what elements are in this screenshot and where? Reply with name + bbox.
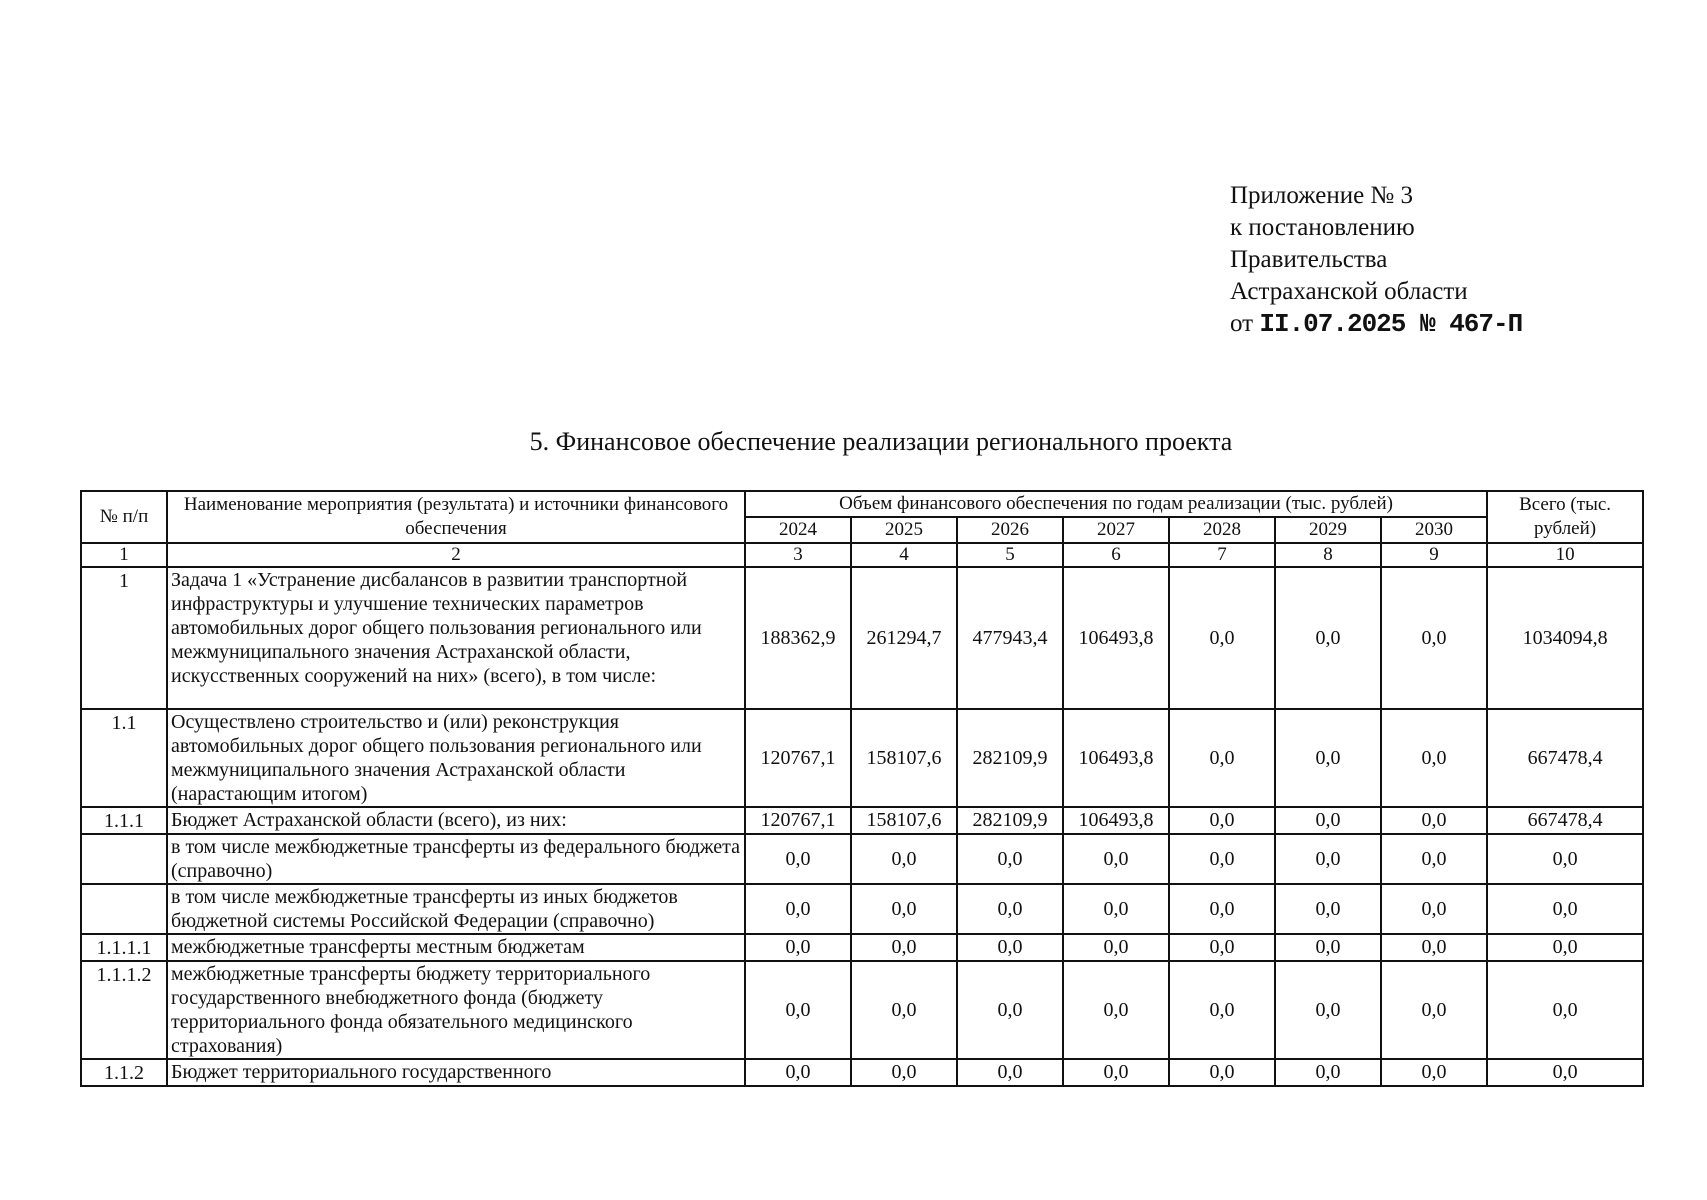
row-number: 1 — [81, 567, 167, 709]
row-total: 1034094,8 — [1487, 567, 1643, 709]
row-value-2028: 0,0 — [1169, 834, 1275, 884]
section-title: 5. Финансовое обеспечение реализации регионального проекта — [529, 427, 1233, 456]
header-year-2029: 2029 — [1275, 517, 1381, 543]
row-value-2026: 0,0 — [957, 934, 1063, 961]
row-name: Бюджет Астраханской области (всего), из них: — [167, 807, 745, 834]
row-number: 1.1 — [81, 709, 167, 807]
row-value-2027: 0,0 — [1063, 1059, 1169, 1086]
column-index-cell: 1 — [81, 543, 167, 567]
header-year-2027: 2027 — [1063, 517, 1169, 543]
date-number-stamp: II.07.2025 № 467-П — [1259, 309, 1523, 339]
row-value-2029: 0,0 — [1275, 884, 1381, 934]
row-value-2025: 158107,6 — [851, 807, 957, 834]
row-number: 1.1.1.1 — [81, 934, 167, 961]
row-total: 0,0 — [1487, 934, 1643, 961]
row-value-2026: 282109,9 — [957, 807, 1063, 834]
row-value-2027: 106493,8 — [1063, 807, 1169, 834]
header-year-2026: 2026 — [957, 517, 1063, 543]
appendix-line-1: Приложение № 3 — [1230, 182, 1414, 209]
row-value-2029: 0,0 — [1275, 1059, 1381, 1086]
row-value-2030: 0,0 — [1381, 807, 1487, 834]
row-number — [81, 834, 167, 884]
appendix-line-2: к постановлению — [1230, 214, 1415, 241]
financing-table — [80, 490, 1644, 1087]
row-value-2027: 0,0 — [1063, 934, 1169, 961]
header-row-1 — [81, 491, 1643, 517]
header-year-2025: 2025 — [851, 517, 957, 543]
row-total: 667478,4 — [1487, 807, 1643, 834]
row-value-2030: 0,0 — [1381, 567, 1487, 709]
header-year-2030: 2030 — [1381, 517, 1487, 543]
row-value-2028: 0,0 — [1169, 961, 1275, 1059]
table-row — [81, 934, 1643, 961]
appendix-block — [1230, 180, 1522, 340]
row-value-2025: 0,0 — [851, 961, 957, 1059]
row-value-2028: 0,0 — [1169, 709, 1275, 807]
row-value-2024: 0,0 — [745, 884, 851, 934]
date-prefix: от — [1230, 310, 1254, 337]
row-total: 0,0 — [1487, 834, 1643, 884]
table-row — [81, 961, 1643, 1059]
table-body — [81, 543, 1643, 1086]
table-row — [81, 884, 1643, 934]
row-value-2026: 0,0 — [957, 884, 1063, 934]
header-year-2028: 2028 — [1169, 517, 1275, 543]
row-value-2024: 0,0 — [745, 934, 851, 961]
row-total: 0,0 — [1487, 884, 1643, 934]
row-value-2030: 0,0 — [1381, 834, 1487, 884]
row-value-2028: 0,0 — [1169, 807, 1275, 834]
row-value-2027: 106493,8 — [1063, 567, 1169, 709]
row-value-2024: 0,0 — [745, 961, 851, 1059]
row-number: 1.1.1.2 — [81, 961, 167, 1059]
row-value-2025: 0,0 — [851, 1059, 957, 1086]
column-index-cell: 10 — [1487, 543, 1643, 567]
row-value-2025: 0,0 — [851, 834, 957, 884]
column-index-row — [81, 543, 1643, 567]
row-total: 667478,4 — [1487, 709, 1643, 807]
row-value-2024: 188362,9 — [745, 567, 851, 709]
column-index-cell: 3 — [745, 543, 851, 567]
column-index-cell: 4 — [851, 543, 957, 567]
column-index-cell: 2 — [167, 543, 745, 567]
column-index-cell: 8 — [1275, 543, 1381, 567]
row-number: 1.1.1 — [81, 807, 167, 834]
column-index-cell: 9 — [1381, 543, 1487, 567]
appendix-date-line — [1230, 308, 1522, 340]
row-name: межбюджетные трансферты бюджету территориального государственного внебюджетного фонда (бюджету территориального фонда обязательного медицинского страхования) — [167, 961, 745, 1059]
row-value-2026: 282109,9 — [957, 709, 1063, 807]
row-value-2026: 0,0 — [957, 1059, 1063, 1086]
row-value-2025: 261294,7 — [851, 567, 957, 709]
row-value-2029: 0,0 — [1275, 834, 1381, 884]
row-value-2029: 0,0 — [1275, 567, 1381, 709]
row-value-2028: 0,0 — [1169, 934, 1275, 961]
column-index-cell: 6 — [1063, 543, 1169, 567]
row-value-2026: 0,0 — [957, 834, 1063, 884]
header-year-2024: 2024 — [745, 517, 851, 543]
row-value-2024: 0,0 — [745, 834, 851, 884]
row-value-2027: 0,0 — [1063, 961, 1169, 1059]
header-num: № п/п — [81, 491, 167, 543]
row-name: Осуществлено строительство и (или) реконструкция автомобильных дорог общего пользования регионального или межмуниципального значения Астраханской области (нарастающим итогом) — [167, 709, 745, 807]
header-name: Наименование мероприятия (результата) и источники финансового обеспечения — [167, 491, 745, 543]
header-volume: Объем финансового обеспечения по годам реализации (тыс. рублей) — [745, 491, 1487, 517]
row-name: в том числе межбюджетные трансферты из федерального бюджета (справочно) — [167, 834, 745, 884]
row-value-2028: 0,0 — [1169, 1059, 1275, 1086]
row-value-2029: 0,0 — [1275, 961, 1381, 1059]
row-value-2024: 0,0 — [745, 1059, 851, 1086]
row-name: межбюджетные трансферты местным бюджетам — [167, 934, 745, 961]
row-value-2027: 0,0 — [1063, 884, 1169, 934]
table-row — [81, 807, 1643, 834]
row-value-2026: 477943,4 — [957, 567, 1063, 709]
row-value-2026: 0,0 — [957, 961, 1063, 1059]
row-value-2030: 0,0 — [1381, 934, 1487, 961]
row-value-2028: 0,0 — [1169, 884, 1275, 934]
row-number: 1.1.2 — [81, 1059, 167, 1086]
appendix-line-3: Правительства — [1230, 246, 1388, 273]
table-row — [81, 709, 1643, 807]
row-name: Бюджет территориального государственного — [167, 1059, 745, 1086]
row-number — [81, 884, 167, 934]
column-index-cell: 7 — [1169, 543, 1275, 567]
table-row — [81, 1059, 1643, 1086]
header-total: Всего (тыс. рублей) — [1487, 491, 1643, 543]
row-total: 0,0 — [1487, 961, 1643, 1059]
row-value-2029: 0,0 — [1275, 709, 1381, 807]
row-value-2030: 0,0 — [1381, 709, 1487, 807]
row-total: 0,0 — [1487, 1059, 1643, 1086]
row-value-2027: 106493,8 — [1063, 709, 1169, 807]
appendix-line-4: Астраханской области — [1230, 278, 1468, 305]
row-value-2025: 0,0 — [851, 884, 957, 934]
row-value-2030: 0,0 — [1381, 1059, 1487, 1086]
table-row — [81, 834, 1643, 884]
column-index-cell: 5 — [957, 543, 1063, 567]
row-value-2025: 0,0 — [851, 934, 957, 961]
row-value-2029: 0,0 — [1275, 807, 1381, 834]
row-value-2027: 0,0 — [1063, 834, 1169, 884]
row-value-2028: 0,0 — [1169, 567, 1275, 709]
row-value-2030: 0,0 — [1381, 961, 1487, 1059]
table-row — [81, 567, 1643, 709]
row-name: Задача 1 «Устранение дисбалансов в развитии транспортной инфраструктуры и улучшение технических параметров автомобильных дорог общего пользования регионального или межмуниципального значения Астраханской области, искусственных сооружений на них» (всего), в том числе: — [167, 567, 745, 709]
row-value-2029: 0,0 — [1275, 934, 1381, 961]
row-name: в том числе межбюджетные трансферты из иных бюджетов бюджетной системы Российской Федерации (справочно) — [167, 884, 745, 934]
row-value-2025: 158107,6 — [851, 709, 957, 807]
row-value-2024: 120767,1 — [745, 709, 851, 807]
row-value-2024: 120767,1 — [745, 807, 851, 834]
row-value-2030: 0,0 — [1381, 884, 1487, 934]
